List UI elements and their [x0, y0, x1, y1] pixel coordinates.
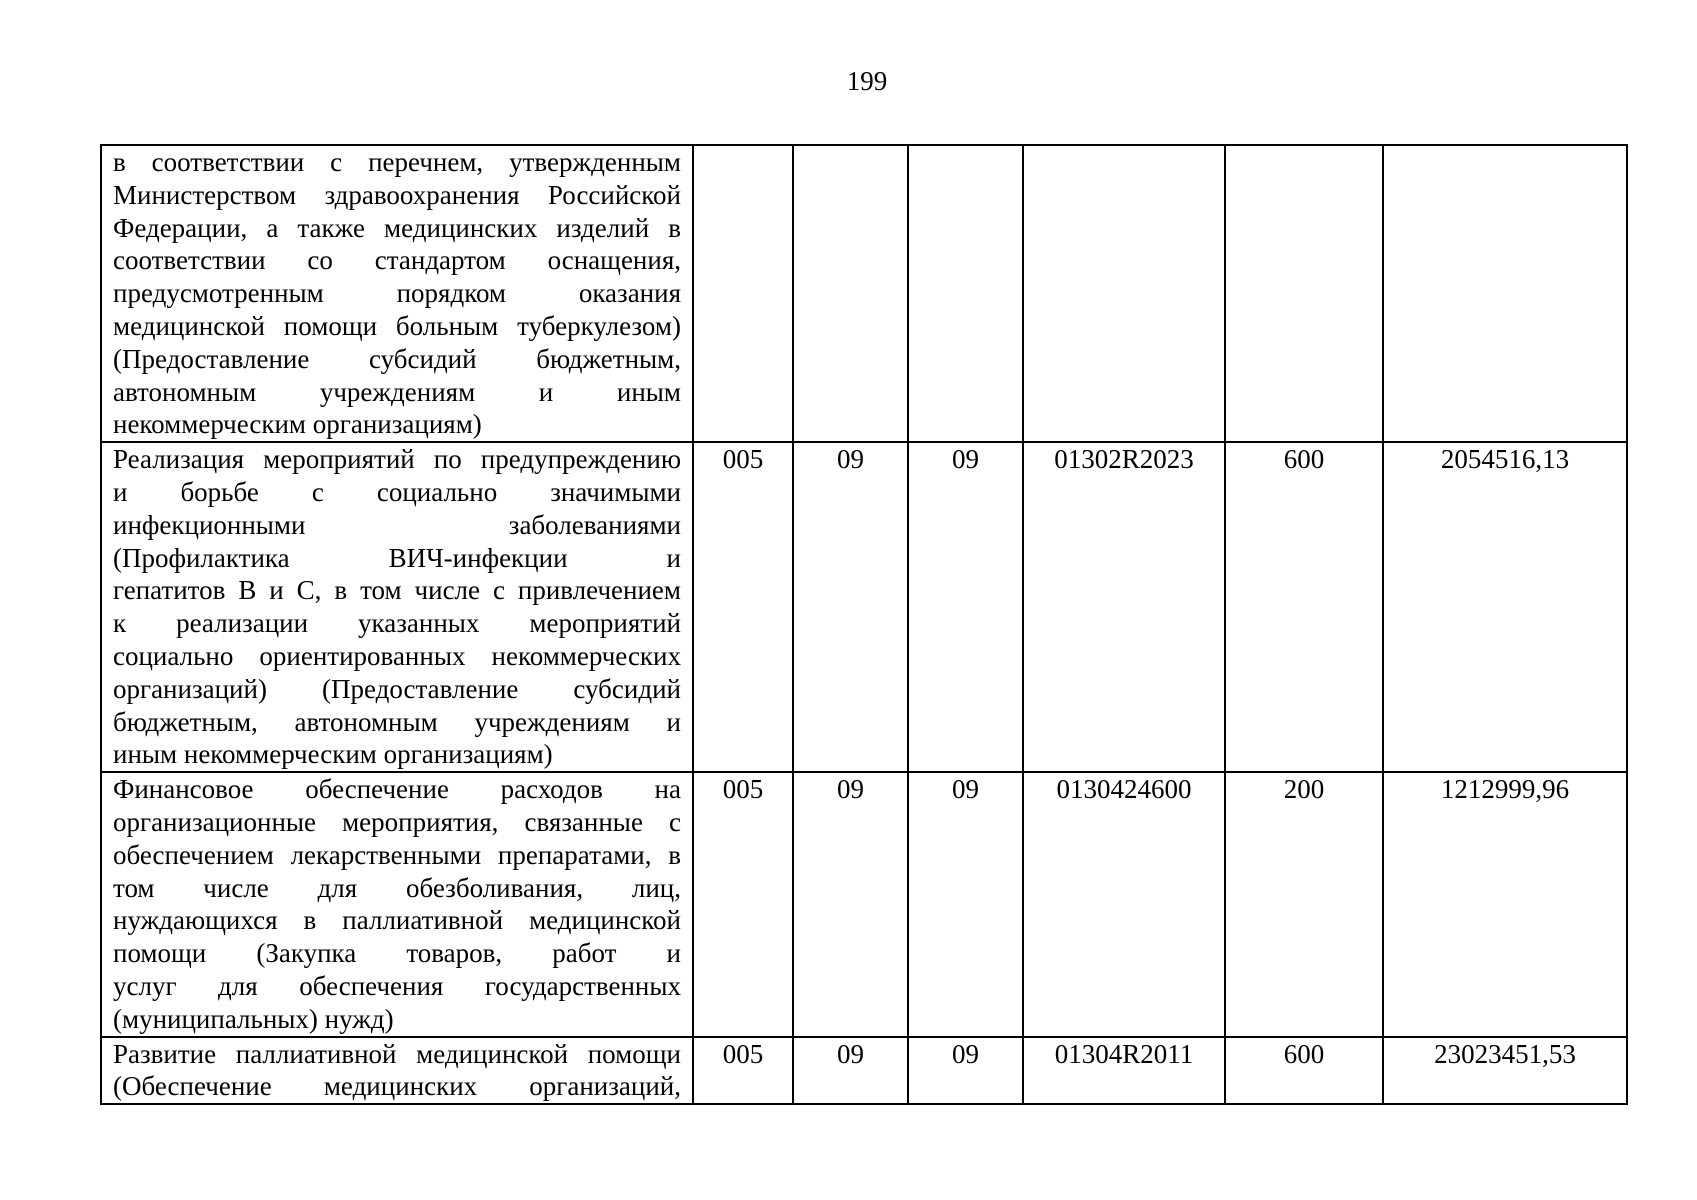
expense-type-code: 600 [1225, 442, 1383, 772]
subsection-code [908, 145, 1023, 442]
row-description [101, 772, 693, 1036]
table-row [101, 772, 1627, 1036]
description-line: Финансовое обеспечение расходов на [113, 774, 681, 805]
row-description [101, 442, 693, 772]
description-line: соответствии со стандартом оснащения, [113, 245, 681, 276]
description-line: некоммерческим организациям) [113, 409, 482, 440]
section-code [793, 145, 908, 442]
page-number: 199 [846, 66, 888, 96]
budget-table [100, 144, 1628, 1105]
description-line: автономным учреждениям и иным [113, 376, 681, 407]
row-description [101, 1037, 693, 1105]
table-row [101, 145, 1627, 442]
description-line: нуждающихся в паллиативной медицинской [113, 905, 681, 936]
description-line: медицинской помощи больным туберкулезом) [113, 310, 681, 341]
description-line: гепатитов B и C, в том числе с привлечением [113, 575, 681, 606]
description-line: Министерством здравоохранения Российской [113, 179, 681, 210]
description-line: социально ориентированных некоммерческих [113, 640, 681, 671]
amount [1383, 145, 1627, 442]
subsection-code: 09 [908, 442, 1023, 772]
amount: 2054516,13 [1383, 442, 1627, 772]
expense-type-code [1225, 145, 1383, 442]
row-description [101, 145, 693, 442]
description-line: в соответствии с перечнем, утвержденным [113, 147, 681, 177]
amount: 1212999,96 [1383, 772, 1627, 1036]
subsection-code: 09 [908, 1037, 1023, 1105]
table-row [101, 442, 1627, 772]
description-line: помощи (Закупка товаров, работ и [113, 938, 681, 969]
description-line: (муниципальных) нужд) [113, 1003, 394, 1034]
description-line: и борьбе с социально значимыми [113, 476, 681, 507]
description-line: (Обеспечение медицинских организаций, [113, 1071, 681, 1102]
subsection-code: 09 [908, 772, 1023, 1036]
ministry-code: 005 [693, 442, 793, 772]
description-line: к реализации указанных мероприятий [113, 608, 681, 639]
description-line: Развитие паллиативной медицинской помощи [113, 1038, 681, 1069]
description-line: (Профилактика ВИЧ-инфекции и [113, 542, 681, 573]
description-line: Федерации, а также медицинских изделий в [113, 212, 681, 243]
ministry-code: 005 [693, 1037, 793, 1105]
amount: 23023451,53 [1383, 1037, 1627, 1105]
expense-type-code: 600 [1225, 1037, 1383, 1105]
description-line: бюджетным, автономным учреждениям и [113, 706, 681, 737]
expense-type-code: 200 [1225, 772, 1383, 1036]
description-line: организационные мероприятия, связанные с [113, 806, 681, 837]
description-line: услуг для обеспечения государственных [113, 970, 681, 1001]
description-line: том числе для обезболивания, лиц, [113, 872, 681, 903]
ministry-code: 005 [693, 772, 793, 1036]
table-row [101, 1037, 1627, 1105]
description-line: предусмотренным порядком оказания [113, 278, 681, 309]
target-article-code [1023, 145, 1225, 442]
description-line: (Предоставление субсидий бюджетным, [113, 343, 681, 374]
description-line: организаций) (Предоставление субсидий [113, 673, 681, 704]
target-article-code: 01302R2023 [1023, 442, 1225, 772]
section-code: 09 [793, 442, 908, 772]
description-line: обеспечением лекарственными препаратами, в [113, 839, 681, 870]
ministry-code [693, 145, 793, 442]
section-code: 09 [793, 772, 908, 1036]
description-line: инфекционными заболеваниями [113, 509, 681, 540]
description-line: иным некоммерческим организациям) [113, 739, 553, 770]
target-article-code: 01304R2011 [1023, 1037, 1225, 1105]
target-article-code: 0130424600 [1023, 772, 1225, 1036]
section-code: 09 [793, 1037, 908, 1105]
description-line: Реализация мероприятий по предупреждению [113, 444, 681, 475]
